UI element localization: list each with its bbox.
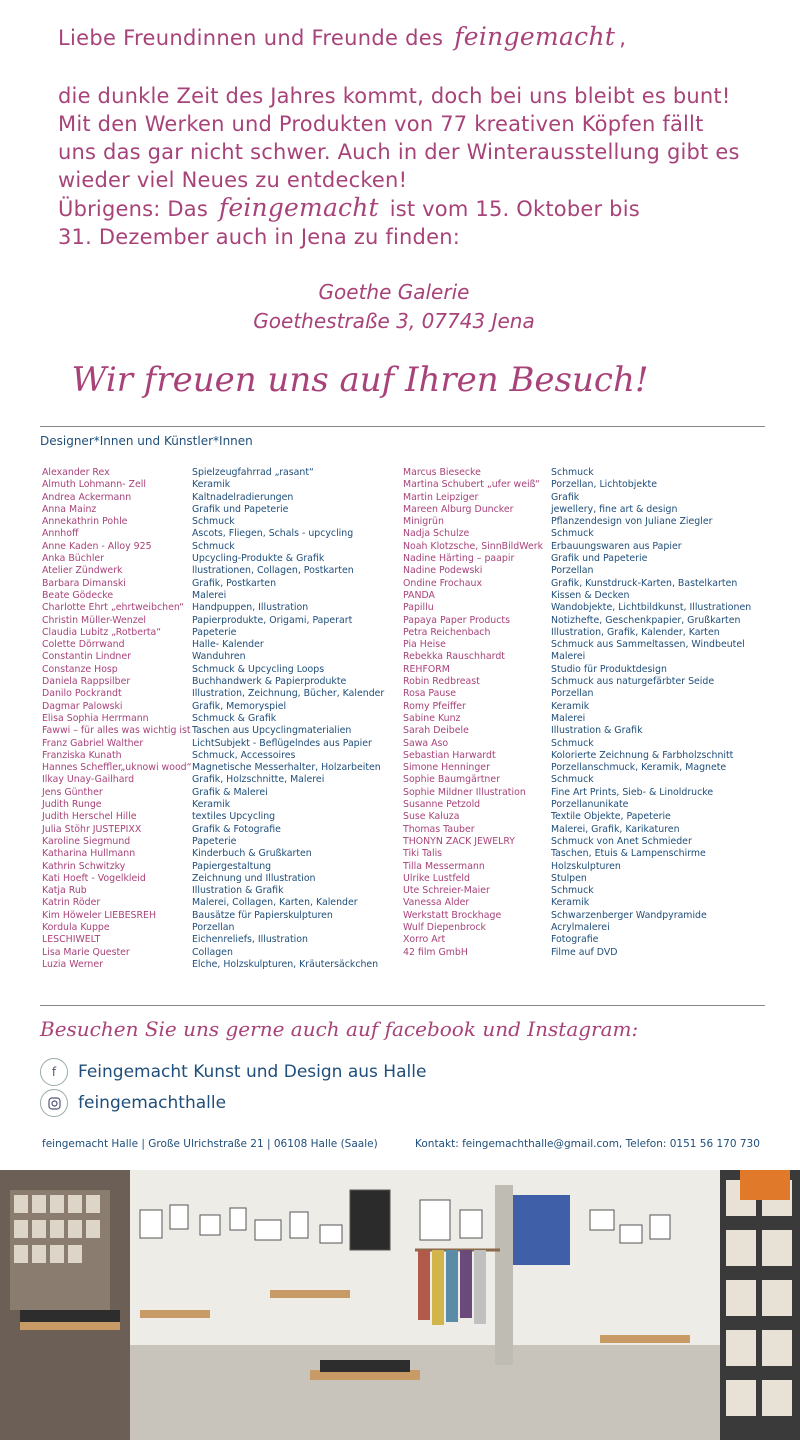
artist-name-27: Judith Runge (42, 799, 102, 811)
artist-description-29: Malerei, Grafik, Karikaturen (551, 823, 680, 835)
artist-description-32: Papiergestaltung (192, 860, 272, 872)
artist-description-17: Schmuck aus naturgefärbter Seide (551, 676, 715, 688)
artist-name-29: Thomas Tauber (403, 823, 475, 835)
footer-contact[interactable]: Kontakt: feingemachthalle@gmail.com, Telefon: 0151 56 170 730 (415, 1138, 760, 1150)
artist-description-1: Keramik (192, 479, 231, 491)
artists-left-descriptions (192, 467, 384, 971)
artist-name-33: Ulrike Lustfeld (403, 872, 470, 884)
artist-description-13: Papeterie (192, 626, 237, 638)
artist-description-0: Spielzeugfahrrad „rasant“ (192, 467, 314, 478)
artist-description-27: Porzellanunikate (551, 799, 629, 811)
artist-description-32: Holzskulpturen (551, 860, 621, 872)
artist-name-5: Nadja Schulze (403, 528, 470, 540)
artist-name-17: Robin Redbreast (403, 676, 480, 688)
artist-name-11: Papillu (403, 602, 434, 614)
artists-left-names (42, 467, 192, 971)
artist-name-15: Constantin Lindner (42, 651, 131, 663)
instagram-link[interactable] (40, 1088, 226, 1118)
artist-description-30: Papeterie (192, 835, 237, 847)
artist-name-7: Anka Büchler (42, 553, 105, 565)
artist-name-8: Nadine Podewski (403, 565, 483, 577)
artist-name-11: Charlotte Ehrt „ehrtweibchen“ (42, 602, 184, 614)
artist-description-9: Grafik, Kunstdruck-Karten, Bastelkarten (551, 577, 738, 589)
artist-description-14: Halle- Kalender (192, 639, 264, 651)
artist-description-15: Malerei (551, 651, 586, 663)
artist-description-16: Schmuck & Upcycling Loops (192, 663, 325, 675)
facebook-icon: f (40, 1058, 68, 1086)
artist-description-4: Schmuck (192, 516, 235, 528)
location-address: Goethestraße 3, 07743 Jena (253, 309, 535, 333)
artist-description-19: Keramik (551, 700, 590, 712)
artist-name-6: Anne Kaden - Alloy 925 (42, 540, 152, 552)
artist-description-34: Illustration & Grafik (192, 885, 284, 897)
artist-description-5: Ascots, Fliegen, Schals - upcycling (192, 528, 354, 540)
artist-description-31: Taschen, Etuis & Lampenschirme (551, 848, 706, 860)
artist-description-19: Grafik, Memoryspiel (192, 700, 287, 712)
artist-description-2: Grafik (551, 491, 580, 503)
artist-name-2: Andrea Ackermann (42, 491, 132, 503)
artist-description-22: Schmuck (551, 737, 594, 749)
artist-name-9: Ondine Frochaux (403, 577, 482, 589)
artist-description-3: jewellery, fine art & design (551, 503, 678, 515)
artist-description-36: Bausätze für Papierskulpturen (192, 909, 333, 921)
artist-description-14: Schmuck aus Sammeltassen, Windbeutel (551, 639, 745, 651)
artist-description-35: Malerei, Collagen, Karten, Kalender (192, 897, 358, 909)
artist-description-6: Erbauungswaren aus Papier (551, 540, 682, 552)
artist-description-24: Magnetische Messerhalter, Holzarbeiten (192, 762, 381, 774)
artist-description-15: Wanduhren (192, 651, 246, 663)
social-title: Besuchen Sie uns gerne auch auf facebook und Instagram: (40, 1017, 639, 1041)
artist-name-31: Katharina Hullmann (42, 848, 136, 860)
facebook-link[interactable] (40, 1057, 426, 1087)
artist-description-12: Notizhefte, Geschenkpapier, Grußkarten (551, 614, 741, 626)
artist-description-26: Grafik & Malerei (192, 786, 268, 798)
artist-name-40: Luzia Werner (42, 958, 103, 970)
location-name: Goethe Galerie (318, 280, 470, 304)
artist-name-35: Katrin Röder (42, 897, 101, 909)
artist-description-7: Upcycling-Produkte & Grafik (192, 553, 325, 565)
artist-description-30: Schmuck von Anet Schmieder (551, 835, 692, 847)
artist-name-32: Tilla Messermann (403, 860, 485, 872)
artist-description-22: LichtSubjekt - Beflügelndes aus Papier (192, 737, 372, 749)
artist-name-38: Xorro Art (403, 934, 446, 946)
artists-right-descriptions (551, 467, 751, 959)
artist-name-16: REHFORM (403, 663, 450, 675)
artist-name-37: Kordula Kuppe (42, 921, 110, 933)
artist-name-21: Fawwi – für alles was wichtig ist (42, 725, 191, 737)
artist-name-31: Tiki Talis (403, 848, 443, 860)
artist-name-3: Mareen Alburg Duncker (403, 503, 514, 515)
artist-name-4: Annekathrin Pohle (42, 516, 128, 528)
artist-name-10: PANDA (403, 589, 435, 601)
artist-name-13: Claudia Lubitz „Rotberta“ (42, 626, 162, 638)
artist-name-3: Anna Mainz (42, 503, 97, 515)
artist-name-20: Elisa Sophia Herrmann (42, 712, 149, 724)
artist-description-7: Grafik und Papeterie (551, 553, 648, 565)
artist-name-24: Simone Henninger (403, 762, 490, 774)
artist-description-10: Malerei (192, 589, 227, 601)
artist-name-0: Alexander Rex (42, 467, 110, 478)
artist-description-20: Schmuck & Grafik (192, 712, 277, 724)
artist-description-0: Schmuck (551, 467, 594, 478)
artist-name-23: Sebastian Harwardt (403, 749, 496, 761)
artist-description-37: Acrylmalerei (551, 921, 610, 933)
artist-description-38: Fotografie (551, 934, 599, 946)
artist-name-32: Kathrin Schwitzky (42, 860, 126, 872)
artist-name-22: Franz Gabriel Walther (42, 737, 144, 749)
artist-name-34: Katja Rub (42, 885, 87, 897)
artist-name-38: LESCHIWELT (42, 934, 101, 946)
artist-description-29: Grafik & Fotografie (192, 823, 281, 835)
artist-description-33: Zeichnung und Illustration (192, 872, 316, 884)
artist-name-9: Barbara Dimanski (42, 577, 126, 589)
artist-description-31: Kinderbuch & Grußkarten (192, 848, 312, 860)
artist-name-12: Christin Müller-Wenzel (42, 614, 147, 626)
artist-name-1: Martina Schubert „ufer weiß“ (403, 479, 540, 491)
artist-name-18: Danilo Pockrandt (42, 688, 122, 700)
artist-description-6: Schmuck (192, 540, 235, 552)
intro-dates: 31. Dezember auch in Jena zu finden: (58, 225, 460, 249)
shop-panorama-image (0, 1170, 800, 1440)
artist-description-4: Pflanzendesign von Juliane Ziegler (551, 516, 713, 528)
artist-name-34: Ute Schreier-Maier (403, 885, 490, 897)
artists-right-names (403, 467, 543, 959)
artist-name-13: Petra Reichenbach (403, 626, 491, 638)
artist-name-36: Kim Höweler LIEBESREH (42, 909, 156, 921)
artist-name-8: Atelier Zündwerk (42, 565, 123, 577)
artist-name-25: Ilkay Unay-Gailhard (42, 774, 135, 786)
artist-description-28: Textile Objekte, Papeterie (551, 811, 671, 823)
artist-name-28: Suse Kaluza (403, 811, 460, 823)
artist-description-21: Taschen aus Upcyclingmaterialien (192, 725, 352, 737)
artist-description-34: Schmuck (551, 885, 594, 897)
welcome-heading: Wir freuen uns auf Ihren Besuch! (71, 360, 649, 400)
artist-description-11: Handpuppen, Illustration (192, 602, 309, 614)
artist-description-39: Collagen (192, 946, 233, 958)
artist-name-29: Julia Stöhr JUSTEPIXX (42, 823, 142, 835)
artist-name-14: Colette Dörrwand (42, 639, 125, 651)
facebook-label: Feingemacht Kunst und Design aus Halle (78, 1062, 427, 1082)
artist-description-18: Illustration, Zeichnung, Bücher, Kalender (192, 688, 385, 700)
artist-name-4: Minigrün (403, 516, 444, 528)
artist-name-23: Franziska Kunath (42, 749, 122, 761)
artist-description-5: Schmuck (551, 528, 594, 540)
artist-description-33: Stulpen (551, 872, 587, 884)
intro-line-jena (58, 194, 748, 223)
artist-description-1: Porzellan, Lichtobjekte (551, 479, 657, 491)
artist-description-20: Malerei (551, 712, 586, 724)
artist-name-0: Marcus Biesecke (403, 467, 481, 478)
artist-name-19: Dagmar Palowski (42, 700, 123, 712)
artist-name-12: Papaya Paper Products (403, 614, 510, 626)
artist-name-27: Susanne Petzold (403, 799, 481, 811)
artist-name-39: Lisa Marie Quester (42, 946, 130, 958)
artist-name-19: Romy Pfeiffer (403, 700, 466, 712)
artist-description-40: Elche, Holzskulpturen, Kräutersäckchen (192, 958, 379, 970)
artist-description-8: llustrationen, Collagen, Postkarten (192, 565, 354, 577)
artist-description-38: Eichenreliefs, Illustration (192, 934, 308, 946)
intro-prefix: Übrigens: Das (58, 197, 208, 221)
instagram-icon (40, 1089, 68, 1117)
artist-name-30: Karoline Siegmund (42, 835, 131, 847)
artist-description-28: textiles Upcycling (192, 811, 276, 823)
artist-name-15: Rebekka Rauschhardt (403, 651, 505, 663)
divider-top (40, 426, 765, 427)
artist-name-26: Sophie Mildner Illustration (403, 786, 526, 798)
greeting-suffix: , (619, 26, 627, 50)
artist-name-2: Martin Leipziger (403, 491, 479, 503)
artist-name-7: Nadine Härting – paapir (403, 553, 515, 565)
instagram-label: feingemachthalle (78, 1093, 227, 1113)
intro-text (58, 82, 748, 251)
artist-name-36: Werkstatt Brockhage (403, 909, 502, 921)
greeting-line (58, 22, 626, 51)
artist-description-9: Grafik, Postkarten (192, 577, 277, 589)
artist-name-22: Sawa Aso (403, 737, 449, 749)
artist-description-23: Kolorierte Zeichnung & Farbholzschnitt (551, 749, 734, 761)
artist-name-18: Rosa Pause (403, 688, 457, 700)
artist-name-37: Wulf Diepenbrock (403, 921, 486, 933)
artist-name-26: Jens Günther (42, 786, 103, 798)
artist-description-11: Wandobjekte, Lichtbildkunst, Illustrationen (551, 602, 752, 614)
artist-description-23: Schmuck, Accessoires (192, 749, 296, 761)
section-title: Designer*Innen und Künstler*Innen (40, 434, 253, 448)
artist-description-24: Porzellanschmuck, Keramik, Magnete (551, 762, 727, 774)
artist-name-1: Almuth Lohmann- Zell (42, 479, 146, 491)
artist-name-20: Sabine Kunz (403, 712, 461, 724)
artist-description-3: Grafik und Papeterie (192, 503, 289, 515)
artist-description-25: Grafik, Holzschnitte, Malerei (192, 774, 325, 786)
artist-description-26: Fine Art Prints, Sieb- & Linoldrucke (551, 786, 714, 798)
artist-description-10: Kissen & Decken (551, 589, 630, 601)
artist-name-5: Annhoff (42, 528, 79, 540)
brand-logo: feingemacht (454, 22, 616, 51)
divider-bottom (40, 1005, 765, 1006)
greeting-text: Liebe Freundinnen und Freunde des (58, 26, 444, 50)
artist-description-13: Illustration, Grafik, Kalender, Karten (551, 626, 720, 638)
artist-name-24: Hannes Scheffler„uknowi wood“ (42, 762, 192, 774)
artist-name-35: Vanessa Alder (403, 897, 470, 909)
brand-logo-inline: feingemacht (218, 193, 379, 222)
artist-description-21: Illustration & Grafik (551, 725, 643, 737)
artist-name-33: Kati Hoeft - Vogelkleid (42, 872, 146, 884)
artist-description-12: Papierprodukte, Origami, Paperart (192, 614, 353, 626)
footer-address: feingemacht Halle | Große Ulrichstraße 21 | 06108 Halle (Saale) (42, 1138, 378, 1150)
artist-name-16: Constanze Hosp (42, 663, 118, 675)
artist-description-37: Porzellan (192, 921, 235, 933)
artist-name-10: Beate Gödecke (42, 589, 114, 601)
artist-description-2: Kaltnadelradierungen (192, 491, 294, 503)
artist-name-25: Sophie Baumgärtner (403, 774, 500, 786)
intro-paragraph: die dunkle Zeit des Jahres kommt, doch bei uns bleibt es bunt! Mit den Werken und Produkten von 77 kreativen Köpfen fällt uns das gar nicht schwer. Auch in der Winterausstellung gibt es wieder viel Neues zu entdecken! (58, 84, 740, 192)
artist-description-36: Schwarzenberger Wandpyramide (551, 909, 707, 921)
artist-description-17: Buchhandwerk & Papierprodukte (192, 676, 347, 688)
artist-description-27: Keramik (192, 799, 231, 811)
artist-name-14: Pia Heise (403, 639, 446, 651)
artist-description-18: Porzellan (551, 688, 594, 700)
intro-suffix: ist vom 15. Oktober bis (389, 197, 640, 221)
artist-name-21: Sarah Deibele (403, 725, 469, 737)
artist-description-16: Studio für Produktdesign (551, 663, 667, 675)
artist-name-17: Daniela Rappsilber (42, 676, 131, 688)
artist-name-28: Judith Herschel Hille (42, 811, 137, 823)
artist-description-8: Porzellan (551, 565, 594, 577)
artist-name-6: Noah Klotzsche, SinnBildWerk (403, 540, 544, 552)
artist-description-25: Schmuck (551, 774, 594, 786)
artist-description-35: Keramik (551, 897, 590, 909)
artist-name-39: 42 film GmbH (403, 946, 468, 958)
artist-name-30: THONYN ZACK JEWELRY (403, 835, 515, 847)
artist-description-39: Filme auf DVD (551, 946, 618, 958)
